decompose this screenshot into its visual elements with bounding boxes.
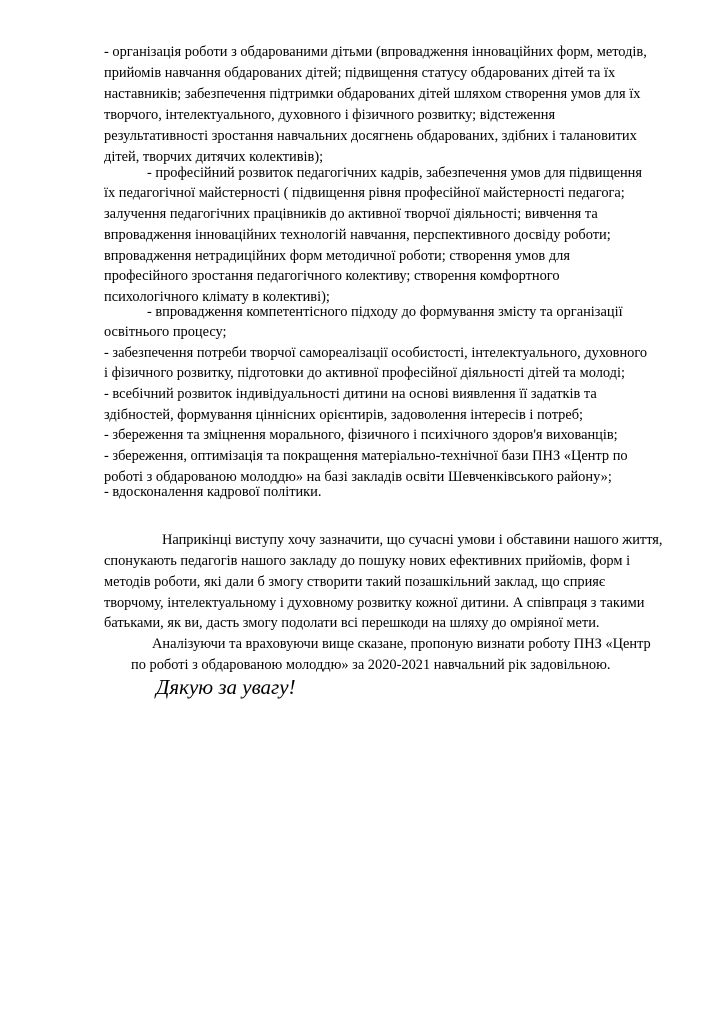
text-line: психологічного клімату в колективі); (104, 289, 330, 305)
text-line: Наприкінці виступу хочу зазначити, що сучасні умови і обставини нашого життя, (162, 532, 663, 548)
text-line: - забезпечення потреби творчої самореалізації особистості, інтелектуального, духовного (104, 345, 648, 361)
text-line: спонукають педагогів нашого закладу до пошуку нових ефективних прийомів, форм і (104, 553, 631, 569)
text-line: батьками, як ви, дасть змогу подолати всі перешкоди на шляху до омріяної мети. (104, 615, 600, 631)
text-line: прийомів навчання обдарованих дітей; підвищення статусу обдарованих дітей та їх (104, 65, 616, 81)
text-line: їх педагогічної майстерності ( підвищення рівня професійної майстерності педагога; (104, 185, 625, 201)
text-line: - збереження та зміцнення морального, фізичного і психічного здоров'я вихованців; (104, 427, 618, 443)
text-line: - збереження, оптимізація та покращення матеріально-технічної бази ПНЗ «Центр по (104, 448, 628, 464)
text-line: дітей, творчих дитячих колективів); (104, 149, 324, 165)
text-line: творчому, інтелектуальному і духовному розвитку кожної дитини. А співпраця з такими (104, 595, 645, 611)
text-line: творчого, інтелектуального, духовного і фізичного розвитку; відстеження (104, 107, 556, 123)
text-line: роботі з обдарованою молоддю» на базі закладів освіти Шевченківського району»; (104, 469, 612, 485)
text-line: впровадження інноваційних технологій навчання, перспективного досвіду роботи; (104, 227, 611, 243)
closing-thanks: Дякую за увагу! (156, 675, 296, 699)
text-line: професійного зростання педагогічного колективу; створення комфортного (104, 268, 560, 284)
text-line: Аналізуючи та враховуючи вище сказане, пропоную визнати роботу ПНЗ «Центр (152, 636, 651, 652)
text-line: - професійний розвиток педагогічних кадрів, забезпечення умов для підвищення (147, 165, 642, 181)
text-line: наставників; забезпечення підтримки обдарованих дітей шляхом створення умов для їх (104, 86, 641, 102)
text-line: залучення педагогічних працівників до активної творчої діяльності; вивчення та (104, 206, 598, 222)
text-line: - впровадження компетентісного підходу до формування змісту та організації (147, 304, 623, 320)
text-line: - всебічний розвиток індивідуальності дитини на основі виявлення її задатків та (104, 386, 597, 402)
text-line: по роботі з обдарованою молоддю» за 2020-2021 навчальний рік задовільною. (131, 657, 611, 673)
text-line: результативності зростання навчальних досягнень обдарованих, здібних і талановитих (104, 128, 637, 144)
text-line: освітнього процесу; (104, 324, 227, 340)
text-line: методів роботи, які дали б змогу створити такий позашкільний заклад, що сприяє (104, 574, 606, 590)
text-line: впровадження нетрадиційних форм методичної роботи; створення умов для (104, 248, 570, 264)
text-line: здібностей, формування ціннісних орієнтирів, задоволення інтересів і потреб; (104, 407, 584, 423)
text-line: - вдосконалення кадрової політики. (104, 484, 322, 500)
text-line: і фізичного розвитку, підготовки до активної професійної діяльності дітей та молоді; (104, 365, 625, 381)
text-line: - організація роботи з обдарованими дітьми (впровадження інноваційних форм, методів, (104, 44, 647, 60)
